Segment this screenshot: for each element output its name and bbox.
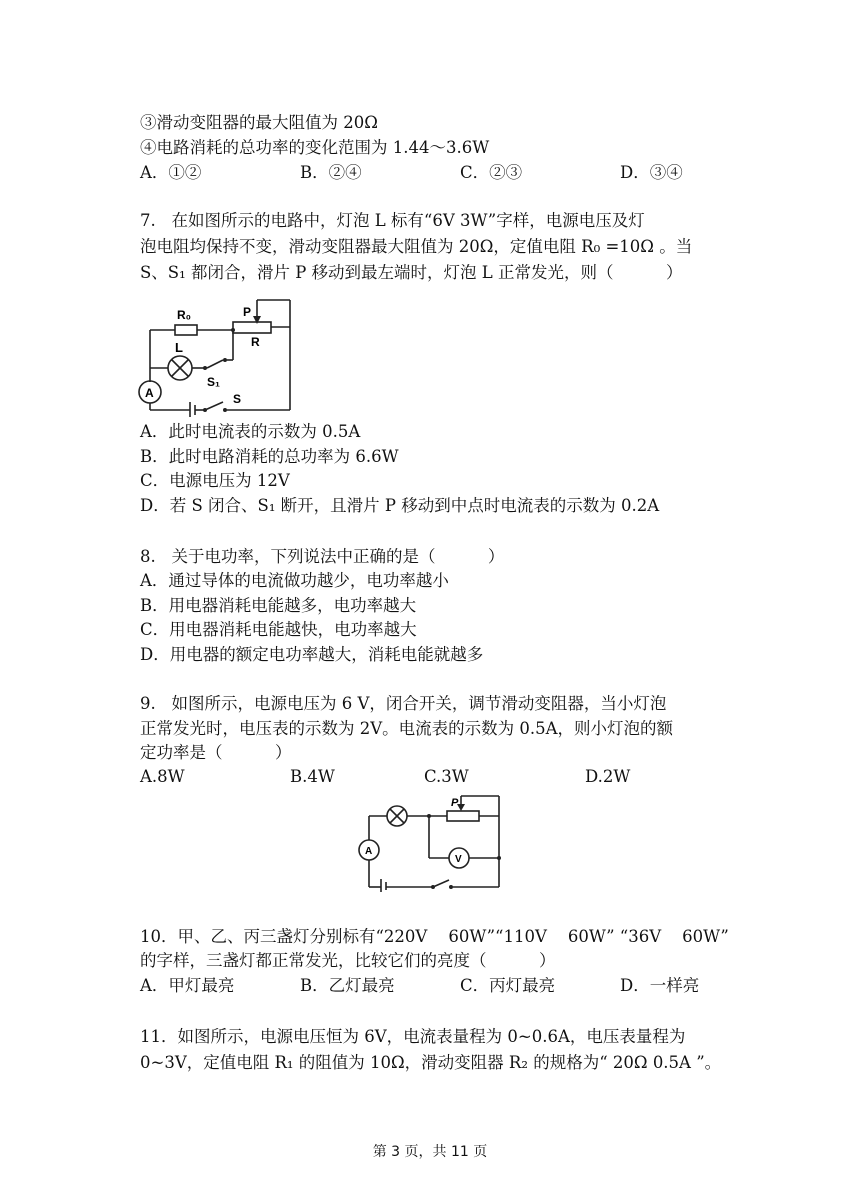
q11-stem-line-1: 11．如图所示，电源电压恒为 6V，电流表量程为 0~0.6A，电压表量程为 [140,1027,686,1046]
option-b: B．②④ [300,163,362,182]
q8-option-b: B．用电器消耗电能越多，电功率越大 [140,596,417,615]
q7-option-b: B．此时电路消耗的总功率为 6.6W [140,447,399,466]
option-d: D．一样亮 [620,976,700,995]
label-l: L [175,340,183,355]
rheostat [447,811,479,821]
option-c: C.3W [424,767,469,786]
option-a: A．①② [140,163,202,182]
q8-stem: 8. 关于电功率，下列说法中正确的是（ ） [140,547,505,566]
label-r0: R₀ [177,308,192,322]
option-c: C．丙灯最亮 [460,976,556,995]
q7-stem-line-1: 7. 在如图所示的电路中，灯泡 L 标有“6V 3W”字样，电源电压及灯 [140,211,645,230]
option-b: B．乙灯最亮 [300,976,395,995]
option-b: B.4W [290,767,335,786]
q10-stem-line-2: 的字样，三盏灯都正常发光，比较它们的亮度（ ） [140,951,556,970]
q8-option-d: D．用电器的额定电功率越大，消耗电能就越多 [140,645,484,664]
q8-option-c: C．用电器消耗电能越快，电功率越大 [140,620,417,639]
q9-stem-line-1: 9. 如图所示，电源电压为 6 V，闭合开关，调节滑动变阻器，当小灯泡 [140,694,667,713]
q7-option-c: C．电源电压为 12V [140,471,290,490]
q7-option-d: D．若 S 闭合、S₁ 断开，且滑片 P 移动到中点时电流表的示数为 0.2A [140,496,660,515]
option-d: D．③④ [620,163,683,182]
page-footer: 第 3 页，共 11 页 [372,1144,488,1160]
option-a: A.8W [140,767,185,786]
label-s: S [233,392,242,406]
q8-option-a: A．通过导体的电流做功越少，电功率越小 [140,571,449,590]
r0-resistor [175,325,197,335]
q9-stem-line-2: 正常发光时，电压表的示数为 2V。电流表的示数为 0.5A，则小灯泡的额 [140,719,674,738]
option-d: D.2W [585,767,631,786]
label-p: P [243,305,252,319]
q9-options [140,765,740,789]
q7-option-a: A．此时电流表的示数为 0.5A [140,422,361,441]
statement-4: ④电路消耗的总功率的变化范围为 1.44～3.6W [140,138,490,157]
label-v: V [455,854,462,865]
label-a: A [145,386,154,400]
label-a: A [365,846,373,857]
q11-stem-line-2: 0~3V，定值电阻 R₁ 的阻值为 10Ω，滑动变阻器 R₂ 的规格为“ 20Ω 0.5A ”。 [140,1053,722,1072]
q9-stem-line-3: 定功率是（ ） [140,743,292,762]
statement-3: ③滑动变阻器的最大阻值为 20Ω [140,113,378,132]
rheostat-r [233,322,271,333]
option-a: A．甲灯最亮 [140,976,235,995]
q7-stem-line-2: 泡电阻均保持不变，滑动变阻器最大阻值为 20Ω，定值电阻 R₀ =10Ω 。当 [140,237,693,256]
q7-stem-line-3: S、S₁ 都闭合，滑片 P 移动到最左端时，灯泡 L 正常发光，则（ ） [140,263,683,282]
q9-circuit-diagram [353,792,513,892]
q10-stem-line-1: 10．甲、乙、丙三盏灯分别标有“220V 60W”“110V 60W” “36V 60W” [140,927,729,946]
option-c: C．②③ [460,163,523,182]
top-options [140,161,740,185]
q10-options [140,974,740,998]
label-s1: S₁ [207,375,220,389]
q7-circuit-diagram [135,292,300,417]
label-p: P [451,797,459,809]
label-r: R [251,335,260,349]
